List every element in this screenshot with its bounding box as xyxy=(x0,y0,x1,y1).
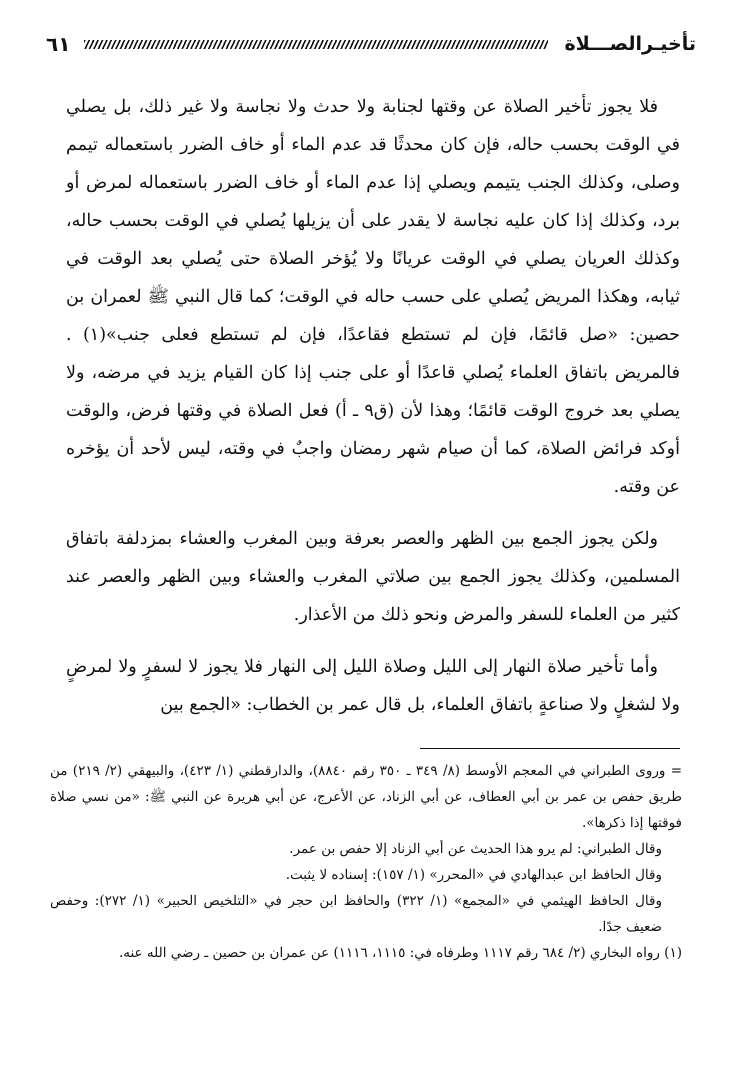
paragraph-3: وأما تأخير صلاة النهار إلى الليل وصلاة الليل إلى النهار فلا يجوز لا لسفرٍ ولا لمرضٍ ولا لشغلٍ ولا صناعةٍ باتفاق العلماء، بل قال عمر بن الخطاب: «الجمع بين xyxy=(66,657,680,715)
footnote-line: وقال الحافظ الهيثمي في «المجمع» (١/ ٣٢٢) والحافظ ابن حجر في «التلخيص الحبير» (١/ ٢٧٢): وحفص ضعيف جدًا. xyxy=(50,893,663,935)
footnote-1: (١) رواه البخاري (٢/ ٦٨٤ رقم ١١١٧ وطرفاه في: ١١١٥، ١١١٦) عن عمران بن حصين ـ رضي الله عنه. xyxy=(118,945,682,961)
running-title: تأخيـرالصـــلاة xyxy=(564,33,696,55)
page-number: ٦١ xyxy=(46,32,71,56)
footnote-line: وقال الطبراني: لم يرو هذا الحديث عن أبي الزناد إلا حفص بن عمر. xyxy=(289,841,662,857)
header-rule xyxy=(84,40,548,49)
paragraph-1: فلا يجوز تأخير الصلاة عن وقتها لجنابة ولا حدث ولا نجاسة ولا غير ذلك، بل يصلي في الوقت بحسب حاله، فإن كان محدثًا قد عدم الماء أو خاف الضرر باستعماله تيمم وصلى، وكذلك الجنب يتيمم ويصلي إذا عدم الماء أو خاف الضرر باستعماله لمرض أو برد، وكذلك إذا كان عليه نجاسة لا يقدر على أن يزيلها يُصلي في الوقت بحسب حاله، وكذلك العريان يصلي في الوقت عريانًا ولا يُؤخر الصلاة حتى يُصلي بعد الوقت في ثيابه، وهكذا المريض يُصلي على حسب حاله في الوقت؛ كما قال النبي ﷺ لعمران بن حصين: «صل قائمًا، فإن لم تستطع فقاعدًا، فإن لم تستطع فعلى جنب»(١) . فالمريض باتفاق العلماء يُصلي قاعدًا أو على جنب إذا كان القيام يزيد في مرضه، ولا يصلي بعد خروج الوقت قائمًا؛ وهذا لأن (ق٩ ـ أ) فعل الصلاة في وقتها فرض، والوقت أوكد فرائض الصلاة، كما أن صيام شهر رمضان واجبٌ في وقته، ليس لأحد أن يؤخره عن وقته. xyxy=(66,97,681,497)
footnote-separator xyxy=(420,748,680,749)
footnote-line: وقال الحافظ ابن عبدالهادي في «المحرر» (١/ ١٥٧): إسناده لا يثبت. xyxy=(285,867,662,883)
footnotes xyxy=(50,758,682,966)
main-text xyxy=(66,88,680,738)
paragraph-2: ولكن يجوز الجمع بين الظهر والعصر بعرفة وبين المغرب والعشاء بمزدلفة باتفاق المسلمين، وكذلك يجوز الجمع بين صلاتي المغرب والعشاء وبين الظهر والعصر عند كثير من العلماء للسفر والمرض ونحو ذلك من الأعذار. xyxy=(66,529,680,625)
page-header xyxy=(46,26,696,62)
footnote-continued: = وروى الطبراني في المعجم الأوسط (٨/ ٣٤٩ ـ ٣٥٠ رقم ٨٨٤٠)، والدارقطني (١/ ٤٢٣)، والبيهقي (٢/ ٢١٩) من طريق حفص بن عمر بن أبي العطاف، عن أبي الزناد، عن الأعرج، عن أبي هريرة عن النبي ﷺ: «من نسي صلاة فوقتها إذا ذكرها». xyxy=(50,763,683,831)
